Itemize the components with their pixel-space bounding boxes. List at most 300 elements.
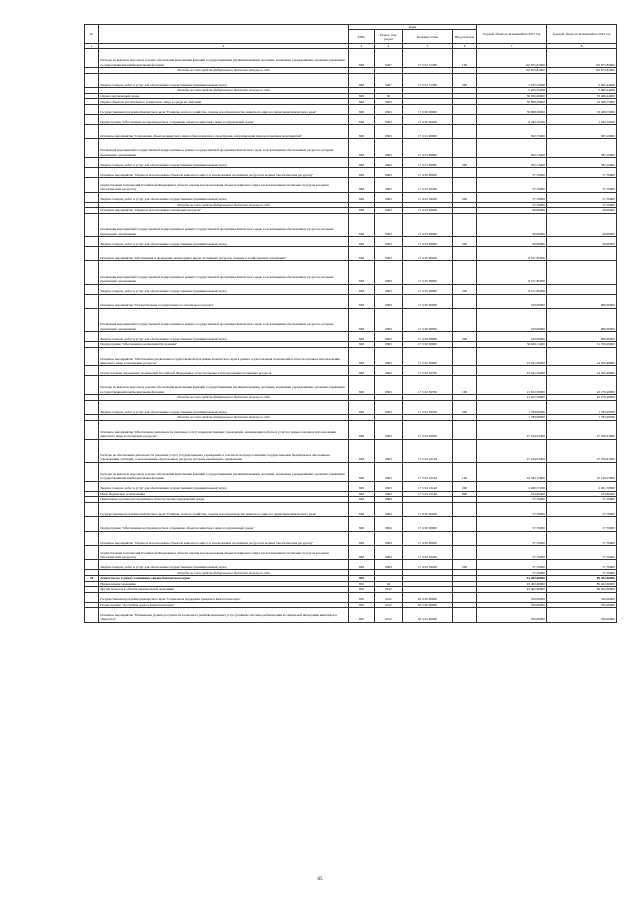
row-section: 0604 [375,502,403,516]
row-amount-2021: 8 471,85000 [477,284,547,294]
row-amount-2022: 27 706,61000 [547,420,617,439]
row-expense-type [453,420,477,439]
row-amount-2021: 57,70000 [477,517,547,531]
row-target-article: 17 4 06 09990 [403,308,453,331]
row-grbs: 848 [349,246,375,260]
row-name: Основное мероприятие "Повышение уровня доступности в контексте реабилитационных услуг (развитие системы реабилитации и социальной интеграции инвалидов в общество)" [99,608,349,622]
row-amount-2022: 57,70000 [547,560,617,570]
row-section: 0603 [375,168,403,178]
row-amount-2021: 57,70000 [477,497,547,503]
row-amount-2022: 53 408,75000 [547,104,617,114]
row-grbs: 848 [349,73,375,87]
row-grbs: 848 [349,284,375,294]
row-number [85,439,99,462]
row-amount-2021: 100,00000 [477,332,547,342]
row-name: Основное мероприятие "Охрана и использование охотничьих ресурсов" [99,208,349,214]
row-amount-2021: 91 402,60000 [477,587,547,593]
row-amount-2021: 2 400,57200 [477,481,547,491]
header-target: Целевая статья [403,30,453,44]
row-amount-2021: 5 035,55000 [477,88,547,94]
table-row [85,284,617,294]
table-row [85,608,617,622]
row-name: Подпрограмма "Обеспечение воспроизводства и сохранение объектов животного мира и окружающей среды" [99,517,349,531]
table-row [85,73,617,87]
table-row [85,420,617,439]
row-grbs: 848 [349,481,375,491]
row-section: 0603 [375,261,403,284]
row-amount-2021: 24 593,17800 [477,462,547,481]
row-amount-2022: 900,00000 [547,308,617,331]
row-target-article: 17 4 05 09990 [403,284,453,294]
row-section: 0603 [375,99,403,105]
row-grbs: 850 [349,608,375,622]
row-name: Закупка товаров, работ и услуг для обеспечения государственных (муниципальных) нужд [99,158,349,168]
row-name: Основное мероприятие "Осуществление государственного охотничьего надзора" [99,294,349,308]
row-number [85,168,99,178]
row-number [85,376,99,395]
row-grbs: 848 [349,545,375,559]
row-grbs: 848 [349,531,375,545]
row-grbs: 848 [349,192,375,202]
row-amount-2022 [547,246,617,260]
table-row [85,192,617,202]
budget-table [84,24,617,623]
page-number: 65 [317,877,323,882]
row-grbs: 850 [349,575,375,581]
row-target-article: 17 5 02 59700 [403,366,453,376]
row-section: 0603 [375,246,403,260]
row-target-article: 17 5 04 00000 [403,420,453,439]
row-expense-type: 800 [453,491,477,497]
header-grbs: ГРБС [349,30,375,44]
row-expense-type [453,124,477,138]
row-name: Охрана окружающей среды [99,93,349,99]
row-name: Реализация мероприятий государственной подпрограммы в рамках государственной программы Камчатского края, за исключением обеспеченных ресурсов, которым произведено уменьшение [99,213,349,236]
row-number [85,73,99,87]
table-row [85,178,617,192]
col-index: 5 [403,44,453,49]
row-name: Подпрограмма "Доступная среда в Камчатском крае" [99,602,349,608]
row-target-article: 17 5 02 59700 [403,376,453,395]
row-expense-type [453,366,477,376]
col-index: 6 [453,44,477,49]
row-amount-2021: 8 471,85000 [477,246,547,260]
row-grbs: 848 [349,376,375,395]
row-section: 0604 [375,560,403,570]
row-amount-2021: 562,73400 [477,124,547,138]
row-amount-2022: 585,10000 [547,124,617,138]
row-amount-2022: 57,70000 [547,570,617,576]
row-amount-2022: 57,70000 [547,545,617,559]
table-row [85,104,617,114]
row-amount-2022: 57,70000 [547,178,617,192]
row-grbs: 848 [349,332,375,342]
row-section: 0603 [375,124,403,138]
table-row [85,261,617,284]
row-expense-type [453,502,477,516]
row-amount-2022: 1 783,00000 [547,415,617,421]
table-row [85,400,617,414]
table-row [85,439,617,462]
row-amount-2021: 1 789,00000 [477,400,547,414]
row-amount-2021: 59 868,30600 [477,99,547,105]
row-amount-2022: 585,10000 [547,139,617,158]
row-expense-type [453,104,477,114]
row-amount-2022: 2 401,76800 [547,481,617,491]
row-amount-2022: 116 875,85600 [547,49,617,68]
row-name: Охрана объектов растительного и животного мира и среды их обитания [99,99,349,105]
row-amount-2022: 53 408,75000 [547,99,617,105]
row-grbs: 848 [349,49,375,68]
row-amount-2021: 350,00000 [477,608,547,622]
row-target-article: 17 4 00 00000 [403,114,453,124]
row-expense-type: 100 [453,49,477,68]
row-expense-type [453,545,477,559]
row-amount-2022: 89 402,60000 [547,581,617,587]
row-amount-2022: 57,70000 [547,168,617,178]
row-amount-2022: 57,70000 [547,202,617,208]
row-number [85,104,99,114]
row-amount-2022: 57,70000 [547,517,617,531]
row-expense-type [453,246,477,260]
row-target-article: 17 5 02 59700 [403,400,453,414]
row-number [85,284,99,294]
row-section: 0603 [375,192,403,202]
row-name: Иные бюджетные ассигнования [99,491,349,497]
row-number [85,560,99,570]
row-expense-type: 200 [453,236,477,246]
row-amount-2022: 51 766,09000 [547,342,617,348]
table-row [85,294,617,308]
row-expense-type [453,308,477,331]
row-name: Государственная программа Камчатского края "Развитие лесного хозяйства, охраны и воспроизводства животного мира на территории Камчатского края" [99,104,349,114]
row-expense-type [453,608,477,622]
row-target-article: 17 0 00 00000 [403,502,453,516]
row-amount-2022: 585,10000 [547,158,617,168]
row-name: Расходы за счет средств федерального бюджета текущего года [99,202,349,208]
row-name: Государственная программа Камчатского края "Развитие лесного хозяйства, охраны и воспроизводства животного мира на территории Камчатского края" [99,502,349,516]
row-grbs: 848 [349,168,375,178]
row-target-article: 17 5 01 51290 [403,49,453,68]
row-section: 0603 [375,491,403,497]
row-section: 0407 [375,49,403,68]
row-name: Закупка товаров, работ и услуг для обеспечения государственных (муниципальных) нужд [99,400,349,414]
row-target-article: 17 4 06 09990 [403,332,453,342]
row-target-article: 17 4 01 09990 [403,139,453,158]
row-amount-2022: 1 783,00000 [547,400,617,414]
row-number [85,400,99,414]
row-number [85,246,99,260]
row-amount-2021: 23 441,50000 [477,366,547,376]
row-name: Другие вопросы в области национальной экономики [99,587,349,593]
row-amount-2021: 1 789,00000 [477,415,547,421]
table-row [85,347,617,366]
row-amount-2021: 350,00000 [477,602,547,608]
row-expense-type [453,261,477,284]
table-row [85,49,617,68]
table-row [85,114,617,124]
row-amount-2021: 57,70000 [477,202,547,208]
header-vr: Вид расходов [453,30,477,44]
row-amount-2021: 57,70000 [477,560,547,570]
row-number [85,608,99,622]
row-amount-2022: 5 065,44000 [547,73,617,87]
row-expense-type [453,114,477,124]
row-section: 0603 [375,308,403,331]
row-section: 0407 [375,73,403,87]
row-grbs: 848 [349,139,375,158]
row-grbs: 850 [349,587,375,593]
col-index: 1 [85,44,99,49]
row-amount-2021: 57,70000 [477,545,547,559]
row-target-article: 17 4 03 00000 [403,208,453,214]
row-grbs: 848 [349,294,375,308]
row-target-article: 17 4 03 09990 [403,236,453,246]
row-expense-type [453,517,477,531]
table-row [85,308,617,331]
row-section: 0603 [375,284,403,294]
row-amount-2022: 24 059,48000 [547,347,617,366]
row-grbs: 848 [349,308,375,331]
row-target-article: 17 4 00 00000 [403,517,453,531]
row-target-article: 17 5 04 10140 [403,491,453,497]
row-name: Расходы за счет средств федерального бюджета текущего года [99,88,349,94]
row-number [85,531,99,545]
row-section: 0603 [375,420,403,439]
table-row [85,531,617,545]
row-amount-2021: 104,60400 [477,491,547,497]
row-number [85,114,99,124]
row-grbs: 848 [349,114,375,124]
row-name: Закупка товаров, работ и услуг для обеспечения государственных (муниципальных) нужд [99,73,349,87]
row-section: 0603 [375,208,403,214]
row-target-article: 17 5 04 10140 [403,462,453,481]
row-name: Подпрограмма "Обеспечение реализации Программы" [99,342,349,348]
row-amount-2021: 21 652,50000 [477,376,547,395]
table-row [85,560,617,570]
row-amount-2022: 22 276,48000 [547,395,617,401]
col-index: 8 [547,44,617,49]
row-number [85,308,99,331]
row-section: 0603 [375,347,403,366]
row-section: 0604 [375,531,403,545]
row-amount-2022: 104,60400 [547,491,617,497]
row-target-article: 05 5 03 00000 [403,608,453,622]
row-number [85,158,99,168]
row-number [85,366,99,376]
row-expense-type: 200 [453,481,477,491]
row-target-article: 17 5 02 00000 [403,347,453,366]
row-amount-2021: 99,90000 [477,208,547,214]
row-amount-2022: 99,90000 [547,208,617,214]
row-grbs: 850 [349,592,375,602]
row-amount-2022 [547,284,617,294]
row-amount-2021: 59 956,06600 [477,93,547,99]
row-expense-type [453,213,477,236]
row-grbs: 848 [349,366,375,376]
row-name: Основное мероприятие "Охрана и использование объектов животного мира (за исключением охотничьих ресурсов и водных биологических ресурсов)" [99,168,349,178]
row-name: Закупка товаров, работ и услуг для обеспечения государственных (муниципальных) нужд [99,560,349,570]
row-amount-2022: 57,70000 [547,531,617,545]
row-name: Расходы на выплаты персоналу в целях обеспечения выполнения функций государственными (муниципальными) органами, казенными учреждениями, органами управления государственными внебюджетными фондами [99,376,349,395]
row-section: 04 [375,581,403,587]
row-target-article: 17 4 02 59200 [403,178,453,192]
table-row [85,332,617,342]
row-amount-2022: 24 059,48000 [547,366,617,376]
row-name: Осуществление полномочий Российской Федерации в области охраны и использования объектов животного мира (за исключением охотничьих ресурсов и водных биологических ресурсов) [99,178,349,192]
table-row [85,213,617,236]
row-number [85,481,99,491]
table-row [85,124,617,138]
row-amount-2021: 23 441,50000 [477,347,547,366]
row-grbs: 848 [349,497,375,503]
row-section: 0603 [375,376,403,395]
row-target-article: 17 4 02 59200 [403,560,453,570]
row-expense-type: 200 [453,332,477,342]
row-name: Расходы на выплаты персоналу в целях обеспечения выполнения функций государственными (муниципальными) органами, казенными учреждениями, органами управления государственными внебюджетными фондами [99,462,349,481]
row-expense-type: 200 [453,192,477,202]
table-row [85,158,617,168]
row-section: 0603 [375,158,403,168]
row-name: Основное мероприятие "Организация и проведение мониторинга видов охотничьих ресурсов, помощь в хозяйственном отношении" [99,246,349,260]
row-target-article: 17 4 05 00000 [403,246,453,260]
row-grbs: 848 [349,236,375,246]
row-grbs: 848 [349,420,375,439]
row-name: Расходы за счет средств федерального бюджета текущего года [99,415,349,421]
row-grbs: 848 [349,439,375,462]
row-number [85,502,99,516]
row-target-article: 17 4 02 00000 [403,531,453,545]
row-name: Государственная программа Камчатского края "Социальная поддержка граждан в Камчатском крае" [99,592,349,602]
row-amount-2021: 50 606,11400 [477,342,547,348]
row-number [85,261,99,284]
row-grbs: 848 [349,178,375,192]
row-amount-2022 [547,261,617,284]
row-amount-2021: 91 402,60000 [477,575,547,581]
row-target-article: 17 4 01 09990 [403,158,453,168]
header-section: Раздел, под-раздел [375,30,403,44]
row-amount-2021: 100,00000 [477,294,547,308]
row-section: 0603 [375,439,403,462]
row-name: Закупка товаров, работ и услуг для обеспечения государственных (муниципальных) нужд [99,236,349,246]
row-name: Агентство по туризму и внешним связям Камчатского края [99,575,349,581]
row-amount-2021: 562,73400 [477,158,547,168]
row-amount-2021: 99,90000 [477,236,547,246]
row-target-article: 17 5 04 10140 [403,481,453,491]
row-number: 34 [85,575,99,581]
row-number [85,332,99,342]
col-index: 2 [99,44,349,49]
row-grbs: 848 [349,99,375,105]
header-codes: Коды [349,25,477,30]
row-target-article: 17 4 02 59200 [403,545,453,559]
row-number [85,49,99,68]
row-number [85,420,99,439]
table-row [85,366,617,376]
row-name: Расходы на выплаты персоналу в целях обеспечения выполнения функций государственными (муниципальными) органами, казенными учреждениями, органами управления государственными внебюджетными фондами [99,49,349,68]
row-section: 0412 [375,592,403,602]
row-amount-2022: 350,00000 [547,608,617,622]
row-name: Основное мероприятие "Обеспечение деятельности (оказание услуг) подведомственных учреждений, оказывающих работы и услуги в рамках охраны и использования животного мира и охотничьих ресурсов" [99,420,349,439]
row-amount-2022: 900,00000 [547,332,617,342]
table-body [85,49,617,622]
row-amount-2021: 21 652,50000 [477,395,547,401]
row-name: Закупка товаров, работ и услуг для обеспечения государственных (муниципальных) нужд [99,332,349,342]
row-section: 0603 [375,462,403,481]
row-grbs: 848 [349,208,375,214]
row-number [85,124,99,138]
row-number [85,139,99,158]
row-amount-2021: 562,73400 [477,139,547,158]
row-section: 0603 [375,366,403,376]
row-name: Осуществление переданных полномочий Российской Федерации в области охраны и использования охотничьих ресурсов [99,366,349,376]
row-number [85,462,99,481]
row-amount-2021: 57,70000 [477,178,547,192]
row-expense-type: 100 [453,462,477,481]
row-grbs: 848 [349,560,375,570]
row-name: Подпрограмма "Обеспечение воспроизводства и сохранение объектов животного мира и окружающей среды" [99,114,349,124]
row-amount-2022: 89 402,60000 [547,575,617,581]
row-amount-2022: 57,70000 [547,192,617,202]
row-name: Реализация мероприятий государственной подпрограммы в рамках государственной программы Камчатского края, за исключением обеспеченных ресурсов, которым произведено уменьшение [99,261,349,284]
row-target-article: 17 4 03 09990 [403,213,453,236]
row-grbs: 848 [349,517,375,531]
row-target-article: 17 5 00 00000 [403,342,453,348]
row-expense-type [453,592,477,602]
row-expense-type: 200 [453,73,477,87]
row-number [85,347,99,366]
row-name: Закупка товаров, работ и услуг для обеспечения государственных (муниципальных) нужд [99,481,349,491]
row-section: 0603 [375,294,403,308]
row-amount-2021: 57,70000 [477,168,547,178]
row-target-article: 05 5 00 00000 [403,602,453,608]
row-name: Расходы за счет средств федерального бюджета текущего года [99,68,349,74]
row-expense-type [453,439,477,462]
table-row [85,236,617,246]
row-number [85,517,99,531]
row-name: Реализация мероприятий государственной подпрограммы в рамках государственной программы Камчатского края, за исключением обеспеченных ресурсов, которым произведено уменьшение [99,308,349,331]
row-number [85,294,99,308]
row-grbs: 850 [349,581,375,587]
budget-sheet [84,24,616,623]
row-target-article: 17 4 02 00000 [403,168,453,178]
row-amount-2021: 57,70000 [477,502,547,516]
row-grbs: 848 [349,502,375,516]
row-amount-2022: 99,90000 [547,213,617,236]
row-target-article: 17 5 04 10140 [403,439,453,462]
row-amount-2021: 57,70000 [477,192,547,202]
row-section: 0412 [375,587,403,593]
row-number [85,592,99,602]
row-number [85,236,99,246]
row-target-article: 17 0 00 00000 [403,104,453,114]
row-section: 0603 [375,236,403,246]
row-grbs: 848 [349,400,375,414]
row-grbs: 848 [349,213,375,236]
row-expense-type [453,294,477,308]
col-index: 7 [477,44,547,49]
table-row [85,246,617,260]
row-name: Основное мероприятие "Сохранение объектов животного мира и биологического своеобразия, популяризация природоохранных мероприятий" [99,124,349,138]
row-number [85,213,99,236]
row-expense-type: 200 [453,560,477,570]
row-amount-2022: 89 402,60000 [547,587,617,593]
row-name: Закупка товаров, работ и услуг для обеспечения государственных (муниципальных) нужд [99,192,349,202]
row-amount-2021: 116 875,81600 [477,49,547,68]
row-name: Основное мероприятие "Охрана и использование объектов животного мира (за исключением охотничьих ресурсов и водных биологических ресурсов)" [99,531,349,545]
row-amount-2022: 57,70000 [547,497,617,503]
row-target-article: 17 4 05 09990 [403,261,453,284]
